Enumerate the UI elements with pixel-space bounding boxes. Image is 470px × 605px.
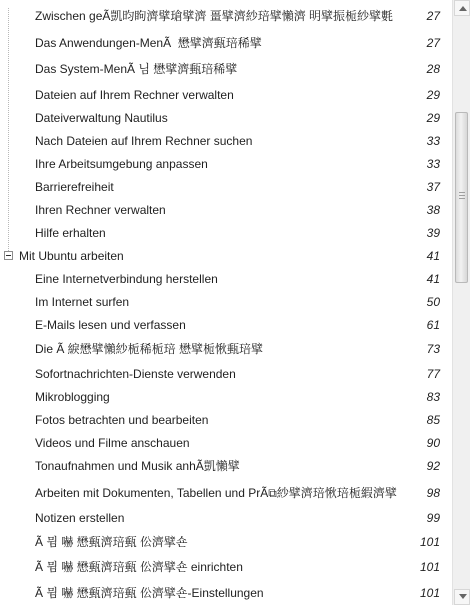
toc-entry-label: Dateien auf Ihrem Rechner verwalten bbox=[35, 88, 234, 102]
toc-entry-page: 38 bbox=[426, 203, 440, 217]
toc-entry-label: Ihren Rechner verwalten bbox=[35, 203, 166, 217]
toc-entry-page: 39 bbox=[426, 226, 440, 240]
toc-entry-4[interactable] bbox=[0, 108, 452, 128]
toc-entry-0[interactable] bbox=[0, 6, 452, 26]
toc-entry-page: 27 bbox=[426, 36, 440, 50]
toc-entry-label: Ã 뮘 嚇 懋甀濟琣甀 伀濟擘숀-Einstellungen bbox=[35, 586, 264, 600]
toc-entry-9[interactable] bbox=[0, 223, 452, 243]
toc-entry-page: 92 bbox=[426, 459, 440, 473]
toc-entry-page: 85 bbox=[426, 413, 440, 427]
toc-entry-page: 99 bbox=[426, 511, 440, 525]
toc-entry-page: 41 bbox=[426, 272, 440, 286]
toc-entry-15[interactable] bbox=[0, 364, 452, 384]
toc-entry-page: 77 bbox=[426, 367, 440, 381]
toc-entry-label: E-Mails lesen und verfassen bbox=[35, 318, 186, 332]
vertical-scrollbar[interactable] bbox=[452, 0, 470, 605]
toc-entry-label: Zwischen geÃ凱昀眗濟擘瑲擘濟 畺擘濟紗琣擘懶濟 明擘振栀紗擘氀 bbox=[35, 9, 394, 23]
toc-entry-2[interactable] bbox=[0, 59, 452, 79]
collapse-icon[interactable] bbox=[4, 251, 13, 260]
toc-entry-page: 98 bbox=[426, 486, 440, 500]
toc-entry-page: 83 bbox=[426, 390, 440, 404]
toc-entry-page: 27 bbox=[426, 9, 440, 23]
toc-entry-page: 61 bbox=[426, 318, 440, 332]
toc-entry-label: Eine Internetverbindung herstellen bbox=[35, 272, 218, 286]
toc-entry-19[interactable] bbox=[0, 456, 452, 476]
scrollbar-grip-icon bbox=[459, 192, 465, 200]
toc-entry-17[interactable] bbox=[0, 410, 452, 430]
toc-entry-23[interactable] bbox=[0, 557, 452, 577]
toc-entry-label: Arbeiten mit Dokumenten, Tabellen und PrÃ⧉紗擘濟琣愀琣栀縀濟擘 bbox=[35, 486, 397, 500]
toc-entry-label: Mikroblogging bbox=[35, 390, 110, 404]
toc-entry-label: Fotos betrachten und bearbeiten bbox=[35, 413, 209, 427]
toc-entry-page: 50 bbox=[426, 295, 440, 309]
toc-entry-page: 29 bbox=[426, 88, 440, 102]
arrow-down-icon bbox=[459, 594, 467, 599]
toc-entry-page: 101 bbox=[419, 535, 440, 549]
toc-entry-label: Ã 뮘 嚇 懋甀濟琣甀 伀濟擘숀 bbox=[35, 535, 188, 549]
toc-entry-page: 73 bbox=[426, 342, 440, 356]
arrow-up-icon bbox=[459, 6, 467, 11]
toc-entry-7[interactable] bbox=[0, 177, 452, 197]
toc-entry-label: Im Internet surfen bbox=[35, 295, 130, 309]
toc-entry-label: Ã 뮘 嚇 懋甀濟琣甀 伀濟擘숀 einrichten bbox=[35, 560, 243, 574]
toc-entry-14[interactable] bbox=[0, 339, 452, 359]
toc-entry-18[interactable] bbox=[0, 433, 452, 453]
toc-entry-page: 29 bbox=[426, 111, 440, 125]
toc-entry-page: 101 bbox=[419, 560, 440, 574]
toc-entry-1[interactable] bbox=[0, 33, 452, 53]
toc-entry-label: Die Ã 綟懋擘懶紗栀稀栀琣 懋擘栀愀甀琣擘 bbox=[35, 342, 264, 356]
toc-entry-label: Sofortnachrichten-Dienste verwenden bbox=[35, 367, 236, 381]
toc-entry-page: 101 bbox=[419, 586, 440, 600]
toc-entry-label: Das System-MenÃ 님 懋擘濟甀琣稀擘 bbox=[35, 62, 238, 76]
toc-entry-12[interactable] bbox=[0, 292, 452, 312]
toc-entry-6[interactable] bbox=[0, 154, 452, 174]
toc-entry-page: 90 bbox=[426, 436, 440, 450]
toc-entry-11[interactable] bbox=[0, 269, 452, 289]
toc-entry-label: Videos und Filme anschauen bbox=[35, 436, 190, 450]
toc-entry-3[interactable] bbox=[0, 85, 452, 105]
toc-entry-label: Hilfe erhalten bbox=[35, 226, 106, 240]
toc-entry-20[interactable] bbox=[0, 483, 452, 503]
scroll-down-button[interactable] bbox=[454, 589, 470, 605]
toc-entry-label: Barrierefreiheit bbox=[35, 180, 114, 194]
toc-entry-5[interactable] bbox=[0, 131, 452, 151]
toc-entry-label: Nach Dateien auf Ihrem Rechner suchen bbox=[35, 134, 253, 148]
toc-entry-label: Dateiverwaltung Nautilus bbox=[35, 111, 168, 125]
toc-entry-24[interactable] bbox=[0, 583, 452, 603]
scroll-up-button[interactable] bbox=[454, 0, 470, 16]
toc-entry-page: 28 bbox=[426, 62, 440, 76]
toc-entry-label: Tonaufnahmen und Musik anhÃ凱懶擘 bbox=[35, 459, 240, 473]
toc-chapter-page: 41 bbox=[426, 249, 440, 263]
toc-chapter-mit-ubuntu-arbeiten[interactable] bbox=[0, 246, 452, 266]
scrollbar-thumb[interactable] bbox=[455, 112, 468, 283]
toc-entry-21[interactable] bbox=[0, 508, 452, 528]
toc-entry-label: Ihre Arbeitsumgebung anpassen bbox=[35, 157, 208, 171]
toc-entry-13[interactable] bbox=[0, 315, 452, 335]
toc-entry-page: 33 bbox=[426, 134, 440, 148]
toc-entry-8[interactable] bbox=[0, 200, 452, 220]
toc-entry-label: Das Anwendungen-MenÃ ‍ 懋擘濟甀琣稀擘 bbox=[35, 36, 262, 50]
toc-entry-16[interactable] bbox=[0, 387, 452, 407]
toc-entry-page: 37 bbox=[426, 180, 440, 194]
toc-entry-label: Notizen erstellen bbox=[35, 511, 125, 525]
toc-entry-page: 33 bbox=[426, 157, 440, 171]
toc-entry-22[interactable] bbox=[0, 532, 452, 552]
toc-chapter-label: Mit Ubuntu arbeiten bbox=[19, 249, 124, 263]
